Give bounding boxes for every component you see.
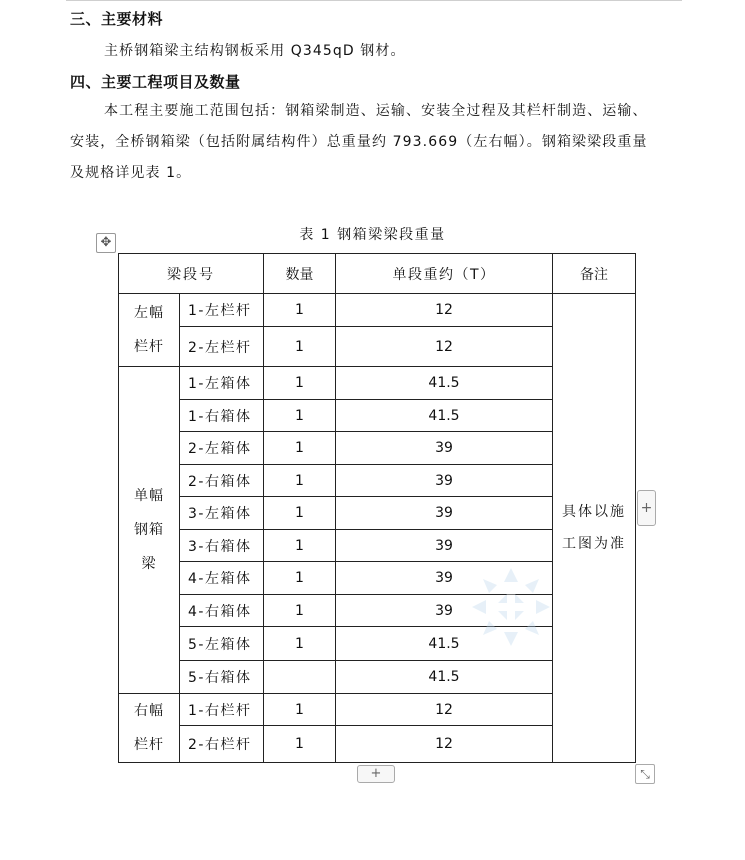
section-4-line-1: 本工程主要施工范围包括：钢箱梁制造、运输、安装全过程及其栏杆制造、运输、 [104, 103, 648, 119]
table-move-handle[interactable] [96, 233, 116, 253]
group-right-railing [119, 694, 180, 763]
segment-weight: 41.5 [336, 661, 553, 694]
segment-name: 5-右箱体 [180, 661, 264, 694]
segment-weight: 41.5 [336, 367, 553, 400]
segment-weight: 12 [336, 294, 553, 327]
group-left-railing [119, 294, 180, 367]
table-row [119, 294, 636, 327]
segment-qty: 1 [264, 327, 336, 367]
segment-qty: 1 [264, 400, 336, 432]
group-label-line: 左幅 [134, 305, 164, 321]
resize-diagonal-icon: ⤡ [640, 767, 650, 781]
segment-qty: 1 [264, 432, 336, 465]
segment-qty: 1 [264, 627, 336, 661]
table-header-row [119, 254, 636, 294]
segment-qty [264, 661, 336, 694]
header-qty: 数量 [264, 254, 336, 294]
segment-weight: 41.5 [336, 400, 553, 432]
section-3-heading: 三、主要材料 [70, 10, 164, 28]
section-3-text: 主桥钢箱梁主结构钢板采用 Q345qD 钢材。 [104, 43, 406, 59]
segment-qty: 1 [264, 367, 336, 400]
group-label-line: 钢箱 [134, 522, 164, 538]
segment-qty: 1 [264, 497, 336, 530]
segment-qty: 1 [264, 465, 336, 497]
segment-weight: 39 [336, 595, 553, 627]
segment-qty: 1 [264, 562, 336, 595]
segment-name: 2-右箱体 [180, 465, 264, 497]
segment-weight: 12 [336, 694, 553, 726]
segment-weight: 12 [336, 327, 553, 367]
segment-name: 4-左箱体 [180, 562, 264, 595]
plus-icon: + [370, 766, 382, 781]
segment-weight: 41.5 [336, 627, 553, 661]
header-segment: 梁段号 [119, 254, 264, 294]
section-4-heading: 四、主要工程项目及数量 [70, 73, 241, 91]
segment-name: 1-左箱体 [180, 367, 264, 400]
segment-qty: 1 [264, 595, 336, 627]
segment-qty: 1 [264, 694, 336, 726]
segment-name: 2-左栏杆 [180, 327, 264, 367]
segment-qty: 1 [264, 294, 336, 327]
section-4-line-2: 安装，全桥钢箱梁（包括附属结构件）总重量约 793.669（左右幅）。钢箱梁梁段重量 [70, 134, 648, 150]
segment-name: 3-左箱体 [180, 497, 264, 530]
group-label-line: 单幅 [134, 488, 164, 504]
header-remark: 备注 [553, 254, 636, 294]
segment-name: 1-右栏杆 [180, 694, 264, 726]
segment-weight: 39 [336, 465, 553, 497]
top-border-line [66, 0, 682, 1]
plus-icon: + [640, 500, 653, 516]
segment-qty: 1 [264, 726, 336, 763]
watermark-logo [470, 566, 552, 648]
move-icon: ✥ [100, 235, 112, 250]
group-label-line: 栏杆 [134, 339, 164, 355]
segment-weight: 39 [336, 530, 553, 562]
group-label-line: 右幅 [134, 703, 164, 719]
remark-line: 具体以施 [562, 504, 626, 520]
segment-weight-table [118, 253, 636, 763]
segment-name: 3-右箱体 [180, 530, 264, 562]
table-caption: 表 1 钢箱梁梁段重量 [299, 227, 446, 243]
segment-weight: 39 [336, 432, 553, 465]
segment-weight: 39 [336, 497, 553, 530]
segment-weight: 39 [336, 562, 553, 595]
add-row-button[interactable] [357, 765, 395, 783]
header-weight: 单段重约（T） [336, 254, 553, 294]
segment-name: 1-右箱体 [180, 400, 264, 432]
table-resize-handle[interactable] [635, 764, 655, 784]
segment-qty: 1 [264, 530, 336, 562]
segment-name: 1-左栏杆 [180, 294, 264, 327]
remark-cell [553, 294, 636, 763]
segment-name: 2-右栏杆 [180, 726, 264, 763]
add-column-button[interactable] [637, 490, 656, 526]
segment-weight: 12 [336, 726, 553, 763]
group-label-line: 梁 [141, 556, 157, 572]
segment-name: 4-右箱体 [180, 595, 264, 627]
group-single-box-girder [119, 367, 180, 694]
group-label-line: 栏杆 [134, 737, 164, 753]
section-4-line-3: 及规格详见表 1。 [70, 165, 192, 181]
remark-line: 工图为准 [562, 536, 626, 552]
segment-name: 5-左箱体 [180, 627, 264, 661]
segment-name: 2-左箱体 [180, 432, 264, 465]
